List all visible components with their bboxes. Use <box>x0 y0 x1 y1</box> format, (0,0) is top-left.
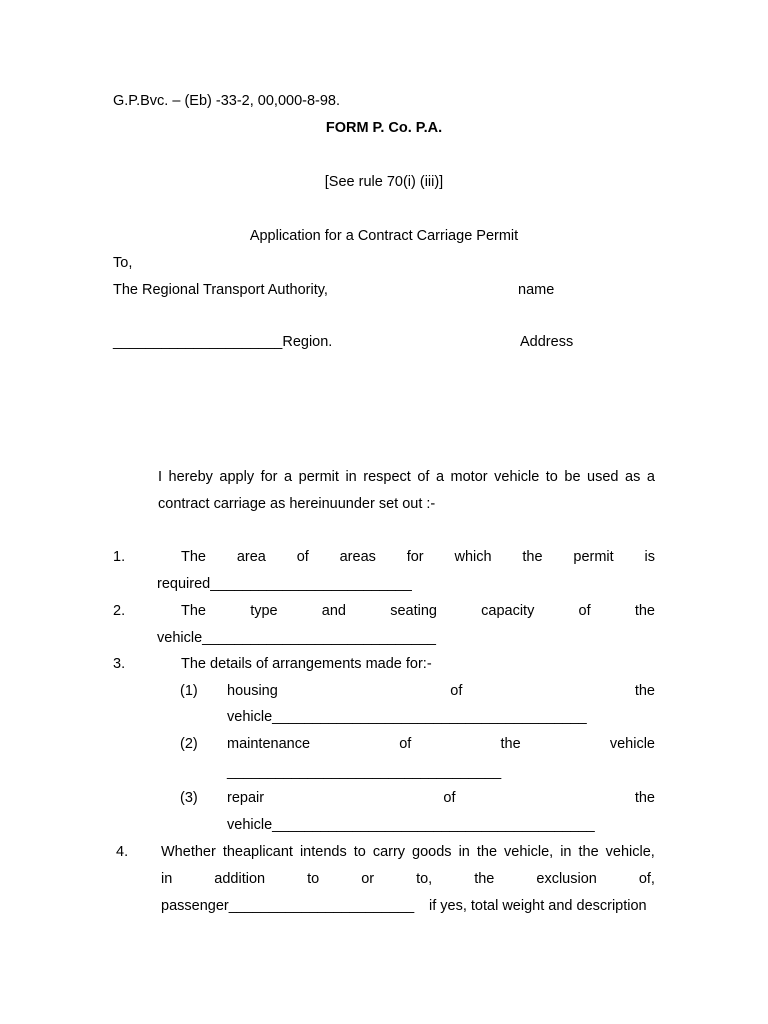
word: in <box>345 469 357 485</box>
word: of, <box>638 871 655 887</box>
region-line <box>113 335 332 350</box>
region-label: Region. <box>282 334 333 350</box>
word: area <box>236 549 266 565</box>
item-4-line-3-end: if yes, total weight and description <box>429 898 647 914</box>
sub-item-1-text <box>227 684 655 699</box>
word: Whether <box>161 844 216 860</box>
word: vehicle, <box>605 844 655 860</box>
word: the <box>476 844 498 860</box>
word: capacity <box>481 603 535 619</box>
word: the <box>634 790 655 806</box>
word: hereby <box>168 469 213 485</box>
item-1-text <box>181 550 655 565</box>
item-1-field[interactable]: required_________________________ <box>157 576 412 592</box>
word: in <box>458 844 470 860</box>
word: motor <box>450 469 488 485</box>
item-3-text: The details of arrangements made for:- <box>181 656 432 672</box>
word: exclusion <box>536 871 597 887</box>
word: areas <box>339 549 376 565</box>
word: for <box>260 469 278 485</box>
rule-reference: [See rule 70(i) (iii)] <box>324 174 444 190</box>
word: as <box>625 469 641 485</box>
word: for <box>406 549 424 565</box>
word: goods <box>412 844 452 860</box>
item-2-text <box>181 604 655 619</box>
application-title: Application for a Contract Carriage Permit <box>249 228 519 244</box>
word: of <box>443 790 456 806</box>
word: in <box>161 871 173 887</box>
item-4-line-2 <box>161 872 655 887</box>
item-3-number: 3. <box>113 656 126 672</box>
word: of <box>399 736 412 752</box>
word: of <box>578 603 591 619</box>
word: used <box>587 469 619 485</box>
sub-item-2-field[interactable]: __________________________________ <box>227 764 502 780</box>
word: the <box>474 871 495 887</box>
sub-item-3-number: (3) <box>180 790 198 806</box>
word: intends <box>299 844 347 860</box>
authority-line: The Regional Transport Authority, <box>113 282 328 298</box>
salutation-to: To, <box>113 255 133 271</box>
word: I <box>158 469 163 485</box>
item-1-number: 1. <box>113 549 126 565</box>
word: a <box>284 469 293 485</box>
word: permit <box>573 549 614 565</box>
item-4-field[interactable]: passenger_______________________ <box>161 898 415 914</box>
word: of <box>450 683 463 699</box>
word: carry <box>372 844 406 860</box>
word: the <box>500 736 521 752</box>
sub-item-3-field[interactable]: vehicle________________________________________ <box>227 817 595 833</box>
word: of <box>296 549 309 565</box>
word: vehicle <box>494 469 540 485</box>
item-2-field[interactable]: vehicle_____________________________ <box>157 630 436 646</box>
word: the <box>634 683 655 699</box>
word: housing <box>227 683 278 699</box>
word: vehicle, <box>504 844 554 860</box>
intro-line-2: contract carriage as hereinuunder set out :- <box>158 496 436 512</box>
sub-item-1-number: (1) <box>180 683 198 699</box>
word: to, <box>416 871 433 887</box>
word: in <box>560 844 572 860</box>
word: vehicle <box>609 736 655 752</box>
form-title: FORM P. Co. P.A. <box>325 120 443 136</box>
word: to <box>307 871 320 887</box>
word: The <box>181 549 206 565</box>
word: and <box>321 603 346 619</box>
item-4-line-1 <box>161 845 655 860</box>
word: type <box>250 603 278 619</box>
sub-item-1-field[interactable]: vehicle_______________________________________ <box>227 709 587 725</box>
address-label: Address <box>520 334 574 350</box>
word: the <box>634 603 655 619</box>
word: be <box>564 469 581 485</box>
word: to <box>353 844 366 860</box>
word: or <box>361 871 375 887</box>
word: seating <box>390 603 437 619</box>
word: The <box>181 603 206 619</box>
name-label: name <box>518 282 555 298</box>
word: addition <box>214 871 266 887</box>
word: maintenance <box>227 736 311 752</box>
word: apply <box>219 469 255 485</box>
item-4-number: 4. <box>116 844 129 860</box>
word: repair <box>227 790 265 806</box>
item-2-number: 2. <box>113 603 126 619</box>
word: permit <box>298 469 339 485</box>
word: respect <box>363 469 411 485</box>
word: which <box>454 549 492 565</box>
word: is <box>644 549 655 565</box>
word: of <box>417 469 430 485</box>
word: a <box>435 469 445 485</box>
word: to <box>545 469 558 485</box>
region-blank[interactable]: _____________________ <box>113 334 283 350</box>
sub-item-2-number: (2) <box>180 736 198 752</box>
word: a <box>646 469 655 485</box>
print-reference: G.P.Bvc. – (Eb) -33-2, 00,000-8-98. <box>113 93 341 109</box>
word: the <box>522 549 543 565</box>
word: the <box>578 844 599 860</box>
sub-item-3-text <box>227 791 655 806</box>
intro-line-1 <box>158 470 655 485</box>
word: theaplicant <box>222 844 293 860</box>
sub-item-2-text <box>227 737 655 752</box>
